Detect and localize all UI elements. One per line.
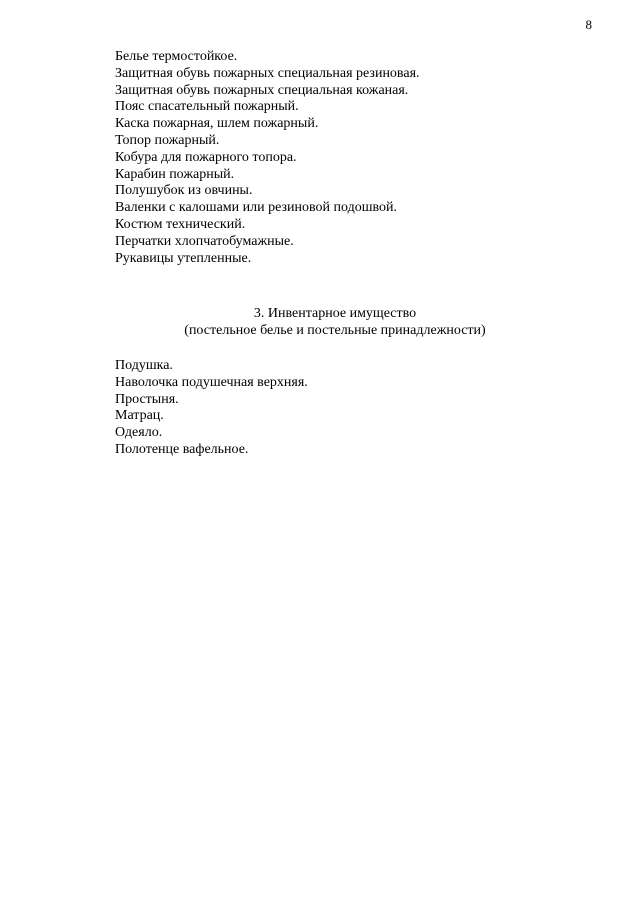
list-item: Топор пожарный. [115, 132, 220, 148]
list-item: Наволочка подушечная верхняя. [115, 374, 308, 390]
list-item: Одеяло. [115, 425, 163, 441]
list-item: Матрац. [115, 408, 164, 424]
list-item: Белье термостойкое. [115, 49, 238, 64]
inventory-list [115, 358, 308, 459]
list-item: Защитная обувь пожарных специальная кожаная. [115, 82, 409, 98]
list-item: Костюм технический. [115, 216, 246, 232]
list-item: Пояс спасательный пожарный. [115, 99, 299, 115]
section-subtitle: (постельное белье и постельные принадлежности) [184, 323, 486, 338]
list-item: Простыня. [115, 391, 179, 407]
list-item: Защитная обувь пожарных специальная резиновая. [115, 65, 420, 81]
list-item: Каска пожарная, шлем пожарный. [115, 116, 319, 132]
list-item: Карабин пожарный. [115, 166, 235, 182]
equipment-list [115, 49, 420, 267]
list-item: Кобура для пожарного топора. [115, 149, 297, 165]
section-heading [15, 305, 640, 339]
page-number: 8 [585, 17, 592, 32]
list-item: Перчатки хлопчатобумажные. [115, 233, 294, 249]
list-item: Подушка. [115, 358, 173, 373]
list-item: Полушубок из овчины. [115, 183, 253, 199]
list-item: Валенки с калошами или резиновой подошвой. [115, 200, 398, 216]
section-title: 3. Инвентарное имущество [253, 306, 417, 321]
list-item: Полотенце вафельное. [115, 441, 249, 457]
list-item: Рукавицы утепленные. [115, 250, 252, 266]
